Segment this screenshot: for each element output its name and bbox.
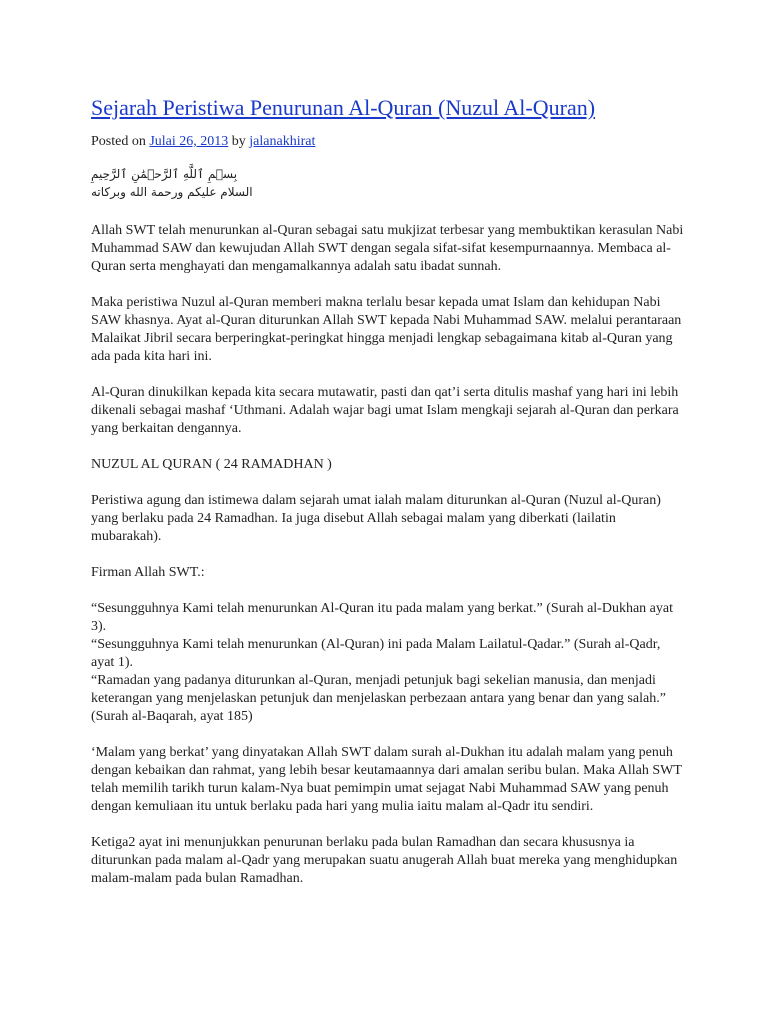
quote: “Sesungguhnya Kami telah menurunkan Al-Quran itu pada malam yang berkat.” (Surah al-Dukhan ayat 3). [91,601,673,634]
post-title-link[interactable]: Sejarah Peristiwa Penurunan Al-Quran (Nuzul Al-Quran) [91,95,596,120]
paragraph: Allah SWT telah menurunkan al-Quran sebagai satu mukjizat terbesar yang membuktikan kerasulan Nabi Muhammad SAW dan kewujudan Allah SWT dengan segala sifat-sifat kesempurnaannya. Membaca al-Quran serta menghayati dan mengamalkannya adalah satu ibadat sunnah. [91,223,684,274]
quote: “Sesungguhnya Kami telah menurunkan (Al-Quran) ini pada Malam Lailatul-Qadar.” (Surah al-Qadr, ayat 1). [91,637,661,670]
post-date-link[interactable]: Julai 26, 2013 [149,134,229,149]
posted-on-label: Posted on [91,134,146,149]
paragraph: ‘Malam yang berkat’ yang dinyatakan Allah SWT dalam surah al-Dukhan itu adalah malam yang penuh dengan kebaikan dan rahmat, yang lebih besar keutamaannya dari amalan seribu bulan. Maka Allah SWT telah memilih tarikh turun kalam-Nya buat pemimpin umat sejagat Nabi Muhammad SAW yang penuh dengan kemuliaan itu untuk berlaku pada hari yang mulia iaitu malam al-Qadr itu sendiri. [91,745,682,814]
paragraph: Al-Quran dinukilkan kepada kita secara mutawatir, pasti dan qat’i serta ditulis mashaf yang hari ini lebih dikenali sebagai mashaf ‘Uthmani. Adalah wajar bagi umat Islam mengkaji sejarah al-Quran dan perkara yang berkaitan dengannya. [91,385,679,436]
paragraph: Firman Allah SWT.: [91,565,205,580]
paragraph: Peristiwa agung dan istimewa dalam sejarah umat ialah malam diturunkan al-Quran (Nuzul al-Quran) yang berlaku pada 24 Ramadhan. Ia juga disebut Allah sebagai malam yang diberkati (lailatin mubarakah). [91,493,661,544]
bismillah-text: بِسۡمِ ٱللَّهِ ٱلرَّحۡمَٰنِ ٱلرَّحِيمِ [91,167,238,181]
quote: “Ramadan yang padanya diturunkan al-Quran, menjadi petunjuk bagi sekelian manusia, dan menjadi keterangan yang menjelaskan petunjuk dan menjelaskan perbezaan antara yang benar dan yang salah.” (Surah al-Baqarah, ayat 185) [91,673,666,724]
section-heading: NUZUL AL QURAN ( 24 RAMADHAN ) [91,457,332,472]
author-link[interactable]: jalanakhirat [249,134,316,149]
post-title [91,93,595,123]
paragraph: Maka peristiwa Nuzul al-Quran memberi makna terlalu besar kepada umat Islam dan kehidupan Nabi SAW khasnya. Ayat al-Quran diturunkan Allah SWT kepada Nabi Muhammad SAW. melalui perantaraan Malaikat Jibril secara berperingkat-peringkat hingga menjadi lengkap sebagaimana kitab al-Quran yang ada pada kita hari ini. [91,295,682,364]
by-label: by [231,134,246,149]
post-body [91,222,687,906]
salam-text: السلام عليكم ورحمة الله وبركاته [91,185,253,199]
post-meta [91,133,315,151]
paragraph: Ketiga2 ayat ini menunjukkan penurunan berlaku pada bulan Ramadhan dan secara khususnya ia diturunkan pada malam al-Qadr yang merupakan suatu anugerah Allah buat mereka yang menghidupkan malam-malam pada bulan Ramadhan. [91,835,678,886]
